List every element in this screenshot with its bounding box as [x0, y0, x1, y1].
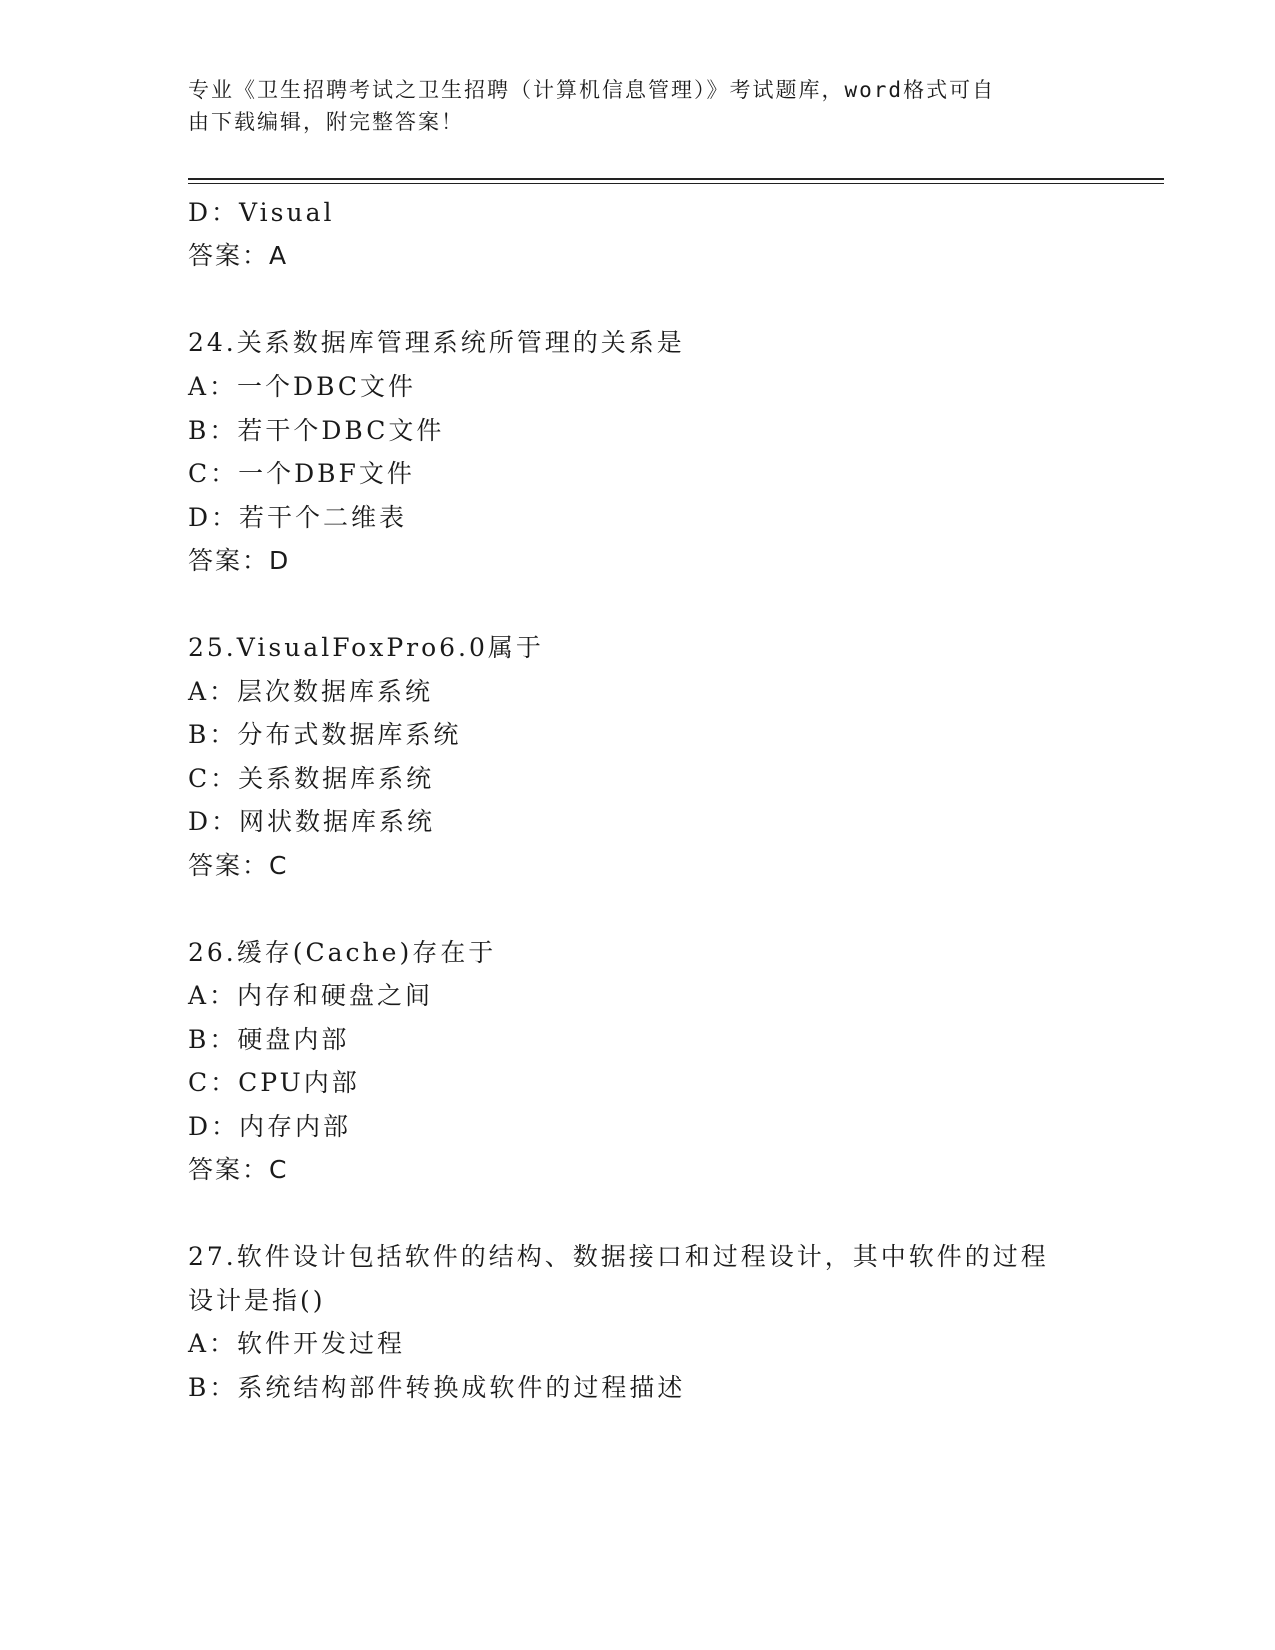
q26-option-a: A：内存和硬盘之间 [188, 981, 434, 1010]
q27-option-a: A：软件开发过程 [188, 1329, 406, 1358]
q25-stem: 25.VisualFoxPro6.0属于 [188, 633, 544, 662]
q24-option-a: A：一个DBC文件 [188, 372, 417, 401]
header-divider-thick [188, 178, 1164, 180]
q25-option-d: D：网状数据库系统 [188, 807, 436, 836]
q27-stem-line-1: 27.软件设计包括软件的结构、数据接口和过程设计，其中软件的过程 [188, 1242, 1049, 1271]
prev-answer: 答案：A [188, 241, 289, 270]
q26-option-d: D：内存内部 [188, 1112, 352, 1141]
q24-stem: 24.关系数据库管理系统所管理的关系是 [188, 328, 685, 357]
q27-stem-line-2: 设计是指() [188, 1286, 326, 1315]
q26-stem: 26.缓存(Cache)存在于 [188, 938, 497, 967]
q25-answer: 答案：C [188, 851, 289, 880]
q24-option-b: B：若干个DBC文件 [188, 416, 445, 445]
q24-option-d: D：若干个二维表 [188, 503, 408, 532]
q24-option-c: C：一个DBF文件 [188, 459, 415, 488]
prev-option-d: D：Visual [188, 198, 335, 227]
q27-option-b: B：系统结构部件转换成软件的过程描述 [188, 1373, 686, 1402]
q26-option-c: C：CPU内部 [188, 1068, 360, 1097]
header-line-1: 专业《卫生招聘考试之卫生招聘（计算机信息管理）》考试题库，word格式可自 [188, 78, 996, 102]
document-header [188, 74, 1088, 138]
q26-answer: 答案：C [188, 1155, 289, 1184]
q25-option-a: A：层次数据库系统 [188, 677, 434, 706]
header-divider-thin [188, 183, 1164, 184]
q25-option-c: C：关系数据库系统 [188, 764, 435, 793]
q25-option-b: B：分布式数据库系统 [188, 720, 462, 749]
q26-option-b: B：硬盘内部 [188, 1025, 350, 1054]
header-line-2: 由下载编辑，附完整答案！ [188, 110, 464, 134]
q24-answer: 答案：D [188, 546, 291, 575]
